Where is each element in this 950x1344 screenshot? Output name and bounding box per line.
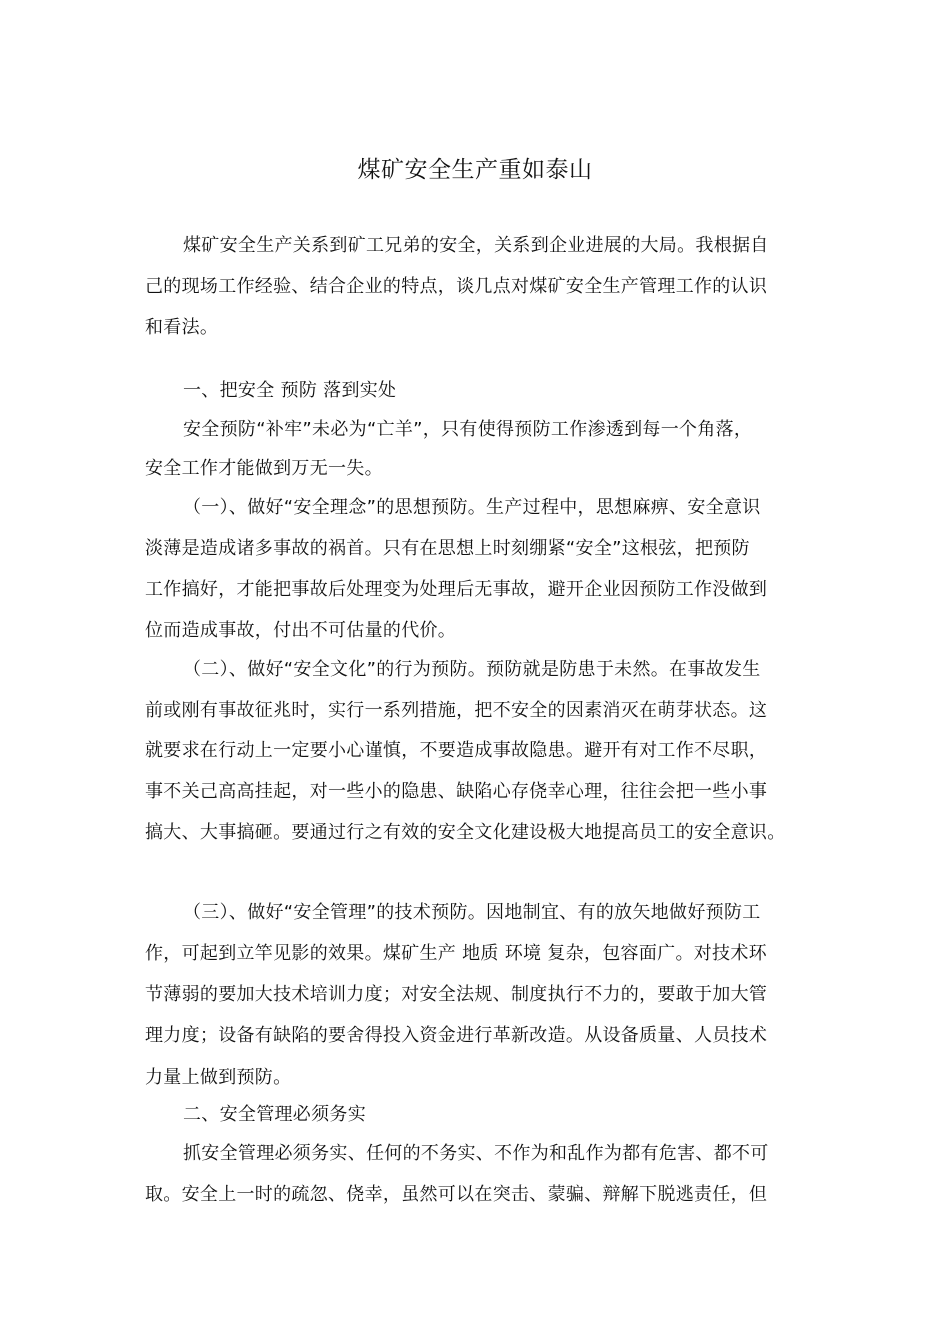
paragraph-line: 工作搞好，才能把事故后处理变为处理后无事故，避开企业因预防工作没做到	[145, 579, 768, 600]
paragraph-line: 就要求在行动上一定要小心谨慎，不要造成事故隐患。避开有对工作不尽职，	[145, 740, 768, 761]
paragraph-line: 抓安全管理必须务实、任何的不务实、不作为和乱作为都有危害、都不可	[183, 1143, 769, 1164]
paragraph-line: 位而造成事故，付出不可估量的代价。	[145, 620, 457, 641]
section-heading: 二、安全管理必须务实	[183, 1104, 366, 1125]
paragraph-line: 淡薄是造成诸多事故的祸首。只有在思想上时刻绷紧“安全”这根弦，把预防	[145, 538, 750, 559]
paragraph-line: 力量上做到预防。	[145, 1067, 292, 1088]
paragraph-line: 和看法。	[145, 317, 219, 338]
paragraph-line: 己的现场工作经验、结合企业的特点，谈几点对煤矿安全生产管理工作的认识	[145, 276, 768, 297]
paragraph-line: 事不关己高高挂起，对一些小的隐患、缺陷心存侥幸心理，往往会把一些小事	[145, 781, 768, 802]
paragraph-line: 前或刚有事故征兆时，实行一系列措施，把不安全的因素消灭在萌芽状态。这	[145, 700, 768, 721]
paragraph-line: 煤矿安全生产关系到矿工兄弟的安全，关系到企业进展的大局。我根据自	[183, 235, 769, 256]
paragraph-line: 安全工作才能做到万无一失。	[145, 458, 383, 479]
paragraph-line: （一）、做好“安全理念”的思想预防。生产过程中，思想麻痹、安全意识	[183, 497, 761, 518]
paragraph-line: （二）、做好“安全文化”的行为预防。预防就是防患于未然。在事故发生	[183, 659, 761, 680]
paragraph-line: 搞大、大事搞砸。要通过行之有效的安全文化建设极大地提高员工的安全意识。	[145, 822, 786, 843]
paragraph-line: 节薄弱的要加大技术培训力度；对安全法规、制度执行不力的，要敢于加大管	[145, 984, 768, 1005]
paragraph-line: 理力度；设备有缺陷的要舍得投入资金进行革新改造。从设备质量、人员技术	[145, 1025, 768, 1046]
section-heading: 一、把安全 预防 落到实处	[183, 380, 397, 401]
paragraph-line: 作，可起到立竿见影的效果。煤矿生产 地质 环境 复杂，包容面广。对技术环	[145, 943, 767, 964]
document-title: 煤矿安全生产重如泰山	[357, 157, 593, 183]
paragraph-line: 取。安全上一时的疏忽、侥幸，虽然可以在突击、蒙骗、辩解下脱逃责任，但	[145, 1184, 768, 1205]
paragraph-line: （三）、做好“安全管理”的技术预防。因地制宜、有的放矢地做好预防工	[183, 902, 761, 923]
paragraph-line: 安全预防“补牢”未必为“亡羊”，只有使得预防工作渗透到每一个角落，	[183, 419, 753, 440]
